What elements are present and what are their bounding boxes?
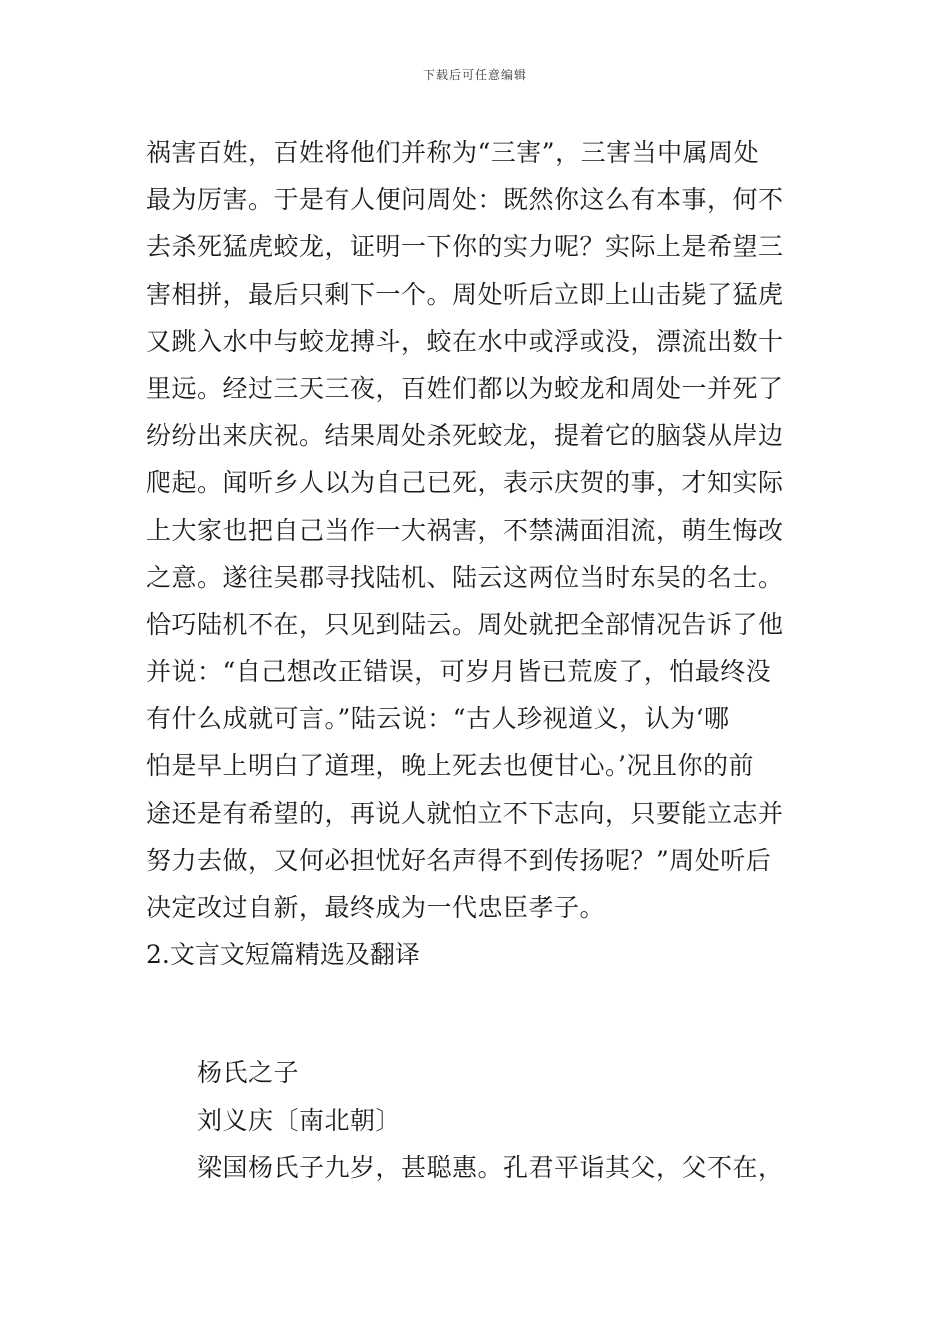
text-line: 爬起。闻听乡人以为自己已死，表示庆贺的事，才知实际 (146, 468, 784, 498)
text-line: 纷纷出来庆祝。结果周处杀死蛟龙，提着它的脑袋从岸边 (146, 421, 784, 451)
text-line: 途还是有希望的，再说人就怕立不下志向，只要能立志并 (146, 798, 784, 828)
text-line: 努力去做，又何必担忧好名声得不到传扬呢？”周处听后 (146, 845, 772, 875)
text-line: 决定改过自新，最终成为一代忠臣孝子。 (146, 893, 606, 922)
document-body (146, 129, 811, 1191)
text-line: 并说：“自己想改正错误，可岁月皆已荒废了，怕最终没 (146, 657, 772, 687)
section-spacer (146, 978, 811, 1049)
text-line: 上大家也把自己当作一大祸害，不禁满面泪流，萌生悔改 (146, 515, 784, 545)
text-line: 怕是早上明白了道理，晚上死去也便甘心。’况且你的前 (146, 751, 754, 781)
paragraph-zhouchu-story (146, 129, 811, 931)
text-line: 里远。经过三天三夜，百姓们都以为蛟龙和周处一并死了 (146, 373, 784, 403)
page-header-note: 下载后可任意编辑 (422, 68, 527, 82)
text-line: 有什么成就可言。”陆云说：“古人珍视道义，认为‘哪 (146, 704, 730, 734)
text-line: 又跳入水中与蛟龙搏斗，蛟在水中或浮或没，漂流出数十 (146, 326, 784, 356)
text-line: 去杀死猛虎蛟龙，证明一下你的实力呢？实际上是希望三 (146, 232, 784, 262)
text-line: 害相拼，最后只剩下一个。周处听后立即上山击毙了猛虎 (146, 279, 784, 309)
text-line: 恰巧陆机不在，只见到陆云。周处就把全部情况告诉了他 (146, 609, 784, 639)
article-title: 杨氏之子 (197, 1058, 300, 1088)
article-author: 刘义庆〔南北朝〕 (197, 1105, 402, 1135)
text-line: 最为厉害。于是有人便问周处：既然你这么有本事，何不 (146, 185, 784, 215)
section-heading: 2.文言文短篇精选及翻译 (146, 940, 420, 970)
text-line: 之意。遂往吴郡寻找陆机、陆云这两位当时东吴的名士。 (146, 562, 784, 592)
text-line: 祸害百姓，百姓将他们并称为“三害”，三害当中属周处 (146, 138, 760, 167)
article-first-line: 梁国杨氏子九岁，甚聪惠。孔君平诣其父，父不在， (197, 1152, 784, 1182)
